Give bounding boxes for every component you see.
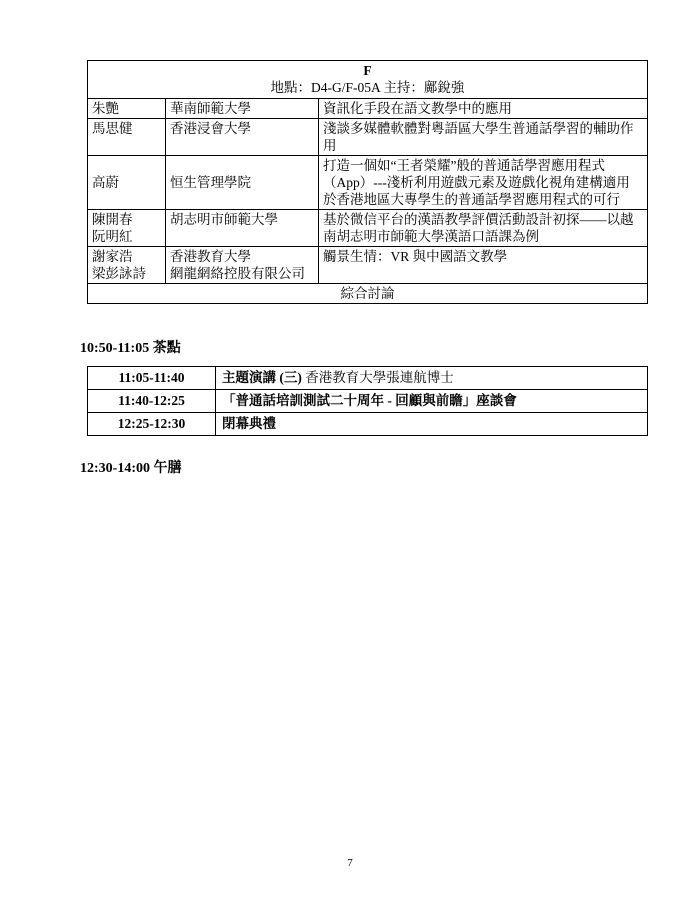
paper-title: 淺談多媒體軟體對粵語區大學生普通話學習的輔助作用 — [319, 119, 648, 156]
schedule-time: 11:05-11:40 — [88, 367, 216, 390]
paper-title: 資訊化手段在語文教學中的應用 — [319, 99, 648, 119]
schedule-event — [216, 413, 648, 436]
affiliation: 胡志明市師範大學 — [170, 212, 278, 227]
schedule-row — [88, 413, 648, 436]
schedule-table — [87, 366, 648, 436]
affiliation-cell — [166, 210, 319, 247]
event-title: 「普通話培訓測試二十周年 - 回顧與前瞻」座談會 — [222, 393, 517, 408]
schedule-row — [88, 390, 648, 413]
schedule-row — [88, 367, 648, 390]
paper-title: 觸景生情：VR 與中國語文教學 — [319, 247, 648, 284]
page-number: 7 — [347, 857, 353, 869]
session-label: F — [363, 63, 372, 78]
closing-discussion: 綜合討論 — [88, 284, 648, 304]
table-row — [88, 156, 648, 210]
affiliation-cell — [166, 99, 319, 119]
affiliation: 華南師範大學 — [170, 101, 251, 116]
affiliation: 網龍網絡控股有限公司 — [170, 266, 305, 281]
presenter-name: 謝家浩 — [92, 249, 133, 264]
lunch-heading: 12:30-14:00 午膳 — [80, 461, 182, 476]
closing-row — [88, 284, 648, 304]
event-title: 閉幕典禮 — [222, 416, 276, 431]
affiliation-cell — [166, 156, 319, 210]
affiliation-cell — [166, 247, 319, 284]
schedule-time: 12:25-12:30 — [88, 413, 216, 436]
affiliation-cell — [166, 119, 319, 156]
session-f-header-row — [88, 61, 648, 99]
event-title: 主題演講 (三) — [222, 370, 302, 385]
affiliation: 香港浸會大學 — [170, 121, 251, 136]
session-f-table — [87, 60, 648, 304]
presenter-cell — [88, 247, 166, 284]
presenter-cell — [88, 119, 166, 156]
event-speaker: 香港教育大學張連航博士 — [301, 370, 454, 385]
affiliation: 恒生管理學院 — [170, 175, 251, 190]
affiliation: 香港教育大學 — [170, 249, 251, 264]
presenter-name: 梁彭詠詩 — [92, 266, 146, 281]
table-row — [88, 99, 648, 119]
session-venue: 地點：D4-G/F-05A 主持：鄺銳強 — [270, 80, 465, 95]
schedule-time: 11:40-12:25 — [88, 390, 216, 413]
table-row — [88, 119, 648, 156]
presenter-name: 高蔚 — [92, 175, 119, 190]
presenter-cell — [88, 156, 166, 210]
session-f-header — [88, 61, 648, 99]
presenter-name: 陳開春 — [92, 212, 133, 227]
schedule-event — [216, 367, 648, 390]
paper-title: 基於微信平台的漢語教學評價活動設計初探——以越南胡志明市師範大學漢語口語課為例 — [319, 210, 648, 247]
table-row — [88, 210, 648, 247]
presenter-cell — [88, 99, 166, 119]
presenter-name: 阮明紅 — [92, 229, 133, 244]
paper-title: 打造一個如“王者榮耀”般的普通話學習應用程式（App）---淺析利用遊戲元素及遊戲化視角建構適用於香港地區大專學生的普通話學習應用程式的可行 — [319, 156, 648, 210]
presenter-name: 馬思健 — [92, 121, 133, 136]
table-row — [88, 247, 648, 284]
tea-break-heading: 10:50-11:05 茶點 — [80, 341, 181, 356]
schedule-event — [216, 390, 648, 413]
presenter-name: 朱艷 — [92, 101, 119, 116]
presenter-cell — [88, 210, 166, 247]
